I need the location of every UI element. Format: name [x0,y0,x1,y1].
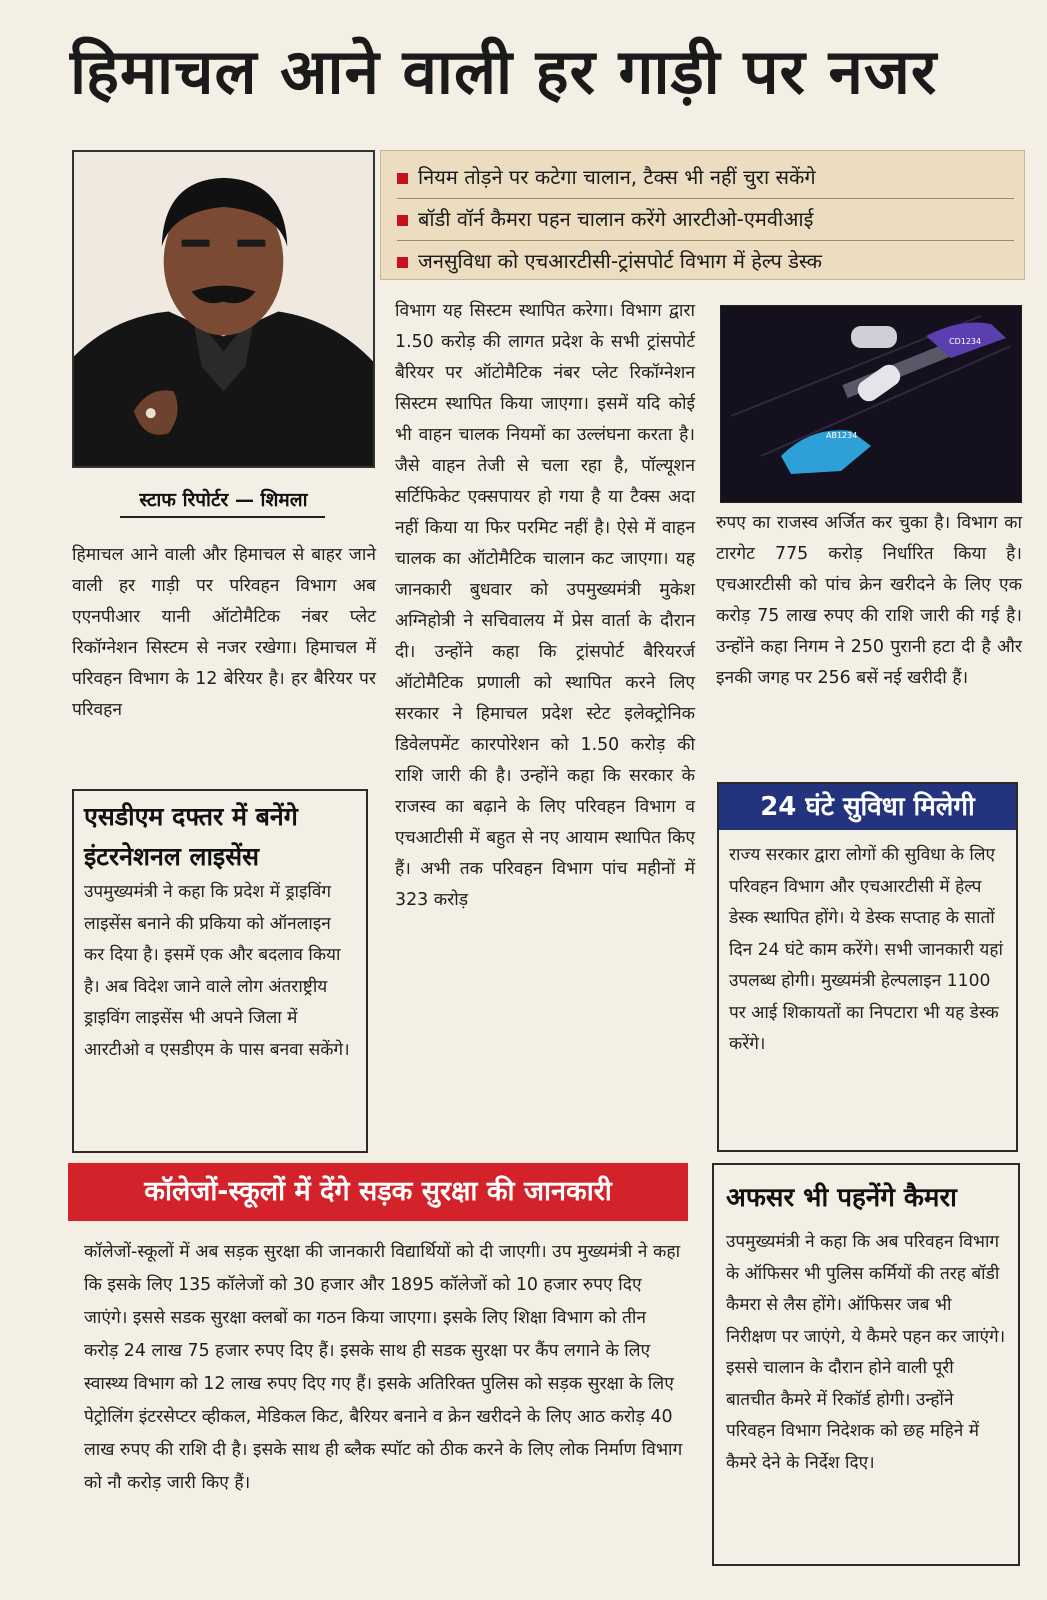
license-box-text: उपमुख्यमंत्री ने कहा कि प्रदेश में ड्राइविंग लाइसेंस बनाने की प्रकिया को ऑनलाइन कर दिया है। इसमें एक और बदलाव किया है। अब विदेश जाने वाले लोग अंतराष्ट्रीय ड्राइविंग लाइसेंस भी अपने जिला में आरटीओ व एसडीएम के पास बनवा सकेंगे। [84,882,350,1060]
minister-photo [72,150,375,468]
bullet-square-icon [397,257,408,268]
license-box-title: एसडीएम दफ्तर में बनेंगे इंटरनेशनल लाइसेंस [84,802,298,871]
helpdesk-box-title: 24 घंटे सुविधा मिलेगी [719,784,1016,830]
camera-sidebar-box [712,1163,1020,1566]
bullet-square-icon [397,173,408,184]
camera-box-text: उपमुख्यमंत्री ने कहा कि अब परिवहन विभाग के ऑफिसर भी पुलिस कर्मियों की तरह बॉडी कैमरा से लैस होंगे। ऑफिसर जब भी निरीक्षण पर जाएंगे, ये कैमरे पहन कर जाएंगे। इससे चालान के दौरान होने वाली पूरी बातचीत कैमरे में रिकॉर्ड होगी। उन्होंने परिवहन विभाग निदेशक को छह महिने में कैमरे देने के निर्देश दिए। [726,1232,1006,1473]
camera-car-image [721,306,1021,502]
camera-box-title: अफसर भी पहनेंगे कैमरा [726,1183,957,1213]
article-column-3: रुपए का राजस्व अर्जित कर चुका है। विभाग का टारगेट 775 करोड़ निर्धारित किया है। एचआरटीसी को पांच क्रेन खरीदने के लिए एक करोड़ 75 लाख रुपए की राशि जारी की गई है। उन्होंने कहा निगम ने 250 पुरानी हटा दी है और इनकी जगह पर 256 बसें नई खरीदी हैं। [716,513,1022,688]
byline-underline [120,516,325,518]
highlight-item: नियम तोड़ने पर कटेगा चालान, टैक्स भी नहीं चुरा सकेंगे [397,157,1014,199]
helpdesk-box-text: राज्य सरकार द्वारा लोगों की सुविधा के लिए परिवहन विभाग और एचआरटीसी में हेल्प डेस्क स्थापित होंगे। ये डेस्क सप्ताह के सातों दिन 24 घंटे काम करेंगे। सभी जानकारी यहां उपलब्ध होगी। मुख्यमंत्री हेल्पलाइन 1100 पर आई शिकायतों का निपटारा भी यह डेस्क करेंगे। [729,845,1003,1054]
highlights-box [380,150,1025,280]
plate-text: CD1234 [949,337,982,346]
portrait-image [74,152,373,466]
highlight-item: बॉडी वॉर्न कैमरा पहन चालान करेंगे आरटीओ-एमवीआई [397,199,1014,241]
license-sidebar-box [72,789,368,1153]
plate-text: AB1234 [826,431,858,440]
anpr-illustration [720,305,1022,503]
highlight-item: जनसुविधा को एचआरटीसी-ट्रांसपोर्ट विभाग में हेल्प डेस्क [397,241,1014,282]
article-column-1: हिमाचल आने वाली और हिमाचल से बाहर जाने वाली हर गाड़ी पर परिवहन विभाग अब एएनपीआर यानी ऑटोमैटिक नंबर प्लेट रिकॉग्नेशन सिस्टम से नजर रखेगा। हिमाचल में परिवहन विभाग के 12 बेरियर है। हर बैरियर पर परिवहन [72,545,376,720]
byline: स्टाफ रिपोर्टर — शिमला [139,489,308,511]
helpdesk-sidebar-box [717,782,1018,1152]
bullet-square-icon [397,215,408,226]
road-safety-banner: कॉलेजों-स्कूलों में देंगे सड़क सुरक्षा की जानकारी [68,1163,688,1221]
article-column-2: विभाग यह सिस्टम स्थापित करेगा। विभाग द्वारा 1.50 करोड़ की लागत प्रदेश के सभी ट्रांसपोर्ट बैरियर पर ऑटोमैटिक नंबर प्लेट रिकॉग्नेशन सिस्टम स्थापित किया जाएगा। इसमें यदि कोई भी वाहन चालक नियमों का उल्लंघना करता है। जैसे वाहन तेजी से चला रहा है, पॉल्यूशन सर्टिफिकेट एक्सपायर हो गया है या टैक्स अदा नहीं किया या फिर परमिट नहीं है। ऐसे में वाहन चालक का ऑटोमैटिक चालान कट जाएगा। यह जानकारी बुधवार को उपमुख्यमंत्री मुकेश अग्निहोत्री ने सचिवालय में प्रेस वार्ता के दौरान दी। उन्होंने कहा कि ट्रांसपोर्ट बैरियरर्ज ऑटोमैटिक प्रणाली को स्थापित करने लिए सरकार ने हिमाचल प्रदेश स्टेट इलेक्ट्रोनिक डिवेलपमेंट कारपोरेशन को 1.50 करोड़ की राशि जारी की है। उन्होंने कहा कि सरकार के राजस्व का बढ़ाने के लिए परिवहन विभाग व एचआटीसी में बहुत से नए आयाम स्थापित किए हैं। अभी तक परिवहन विभाग पांच महीनों में 323 करोड़ [395,301,695,910]
road-safety-text: कॉलेजों-स्कूलों में अब सड़क सुरक्षा की जानकारी विद्यार्थियों को दी जाएगी। उप मुख्यमंत्री ने कहा कि इसके लिए 135 कॉलेजों को 30 हजार और 1895 कॉलेजों को 10 हजार रुपए दिए जाएंगे। इससे सडक सुरक्षा क्लबों का गठन किया जाएगा। इसके लिए शिक्षा विभाग को तीन करोड़ 24 लाख 75 हजार रुपए दिए हैं। इसके साथ ही सडक सुरक्षा पर कैंप लगाने के लिए स्वास्थ्य विभाग को 12 लाख रुपए दिए गए हैं। इसके अतिरिक्त पुलिस को सड़क सुरक्षा के लिए पेट्रोलिंग इंटरसेप्टर व्हीकल, मेडिकल किट, बैरियर बनाने व क्रेन खरीदने के लिए आठ करोड़ 40 लाख रुपए की राशि दी है। इसके साथ ही ब्लैक स्पॉट को ठीक करने के लिए लोक निर्माण विभाग को नौ करोड़ जारी किए हैं। [84,1242,683,1493]
headline: हिमाचल आने वाली हर गाड़ी पर नजर [70,35,938,108]
